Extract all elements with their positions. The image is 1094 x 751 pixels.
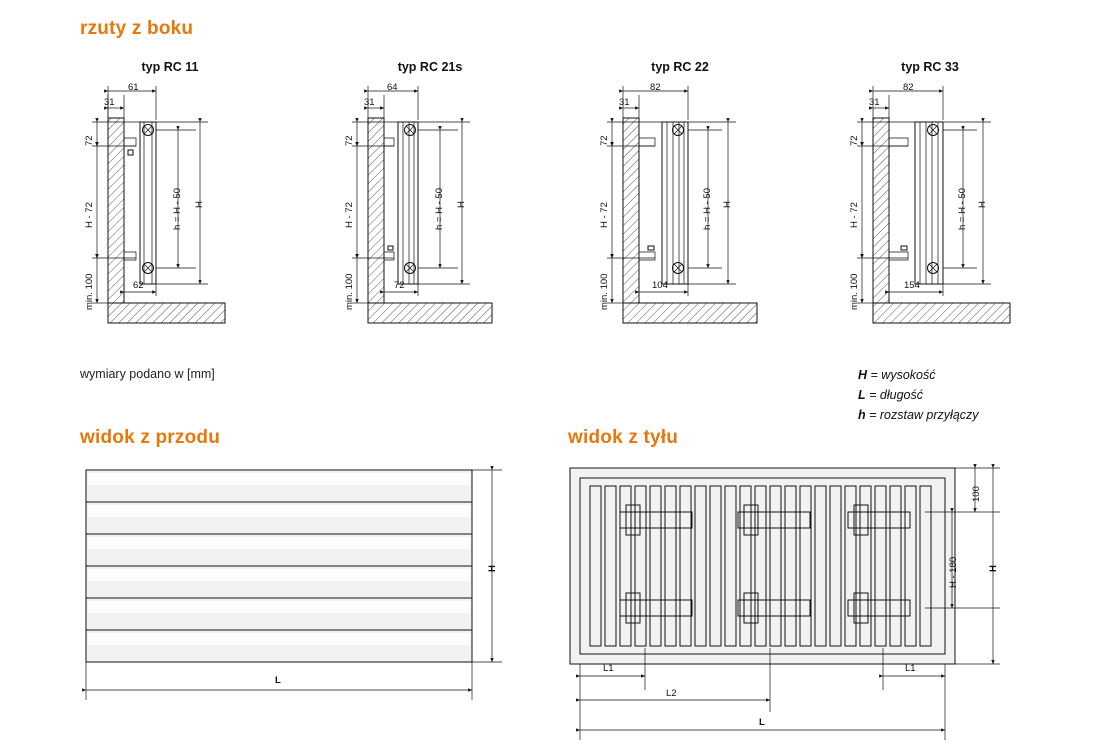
rc33-dim-top-offset: 72: [849, 135, 860, 146]
back-view-mid-dim: H - 180: [948, 556, 959, 588]
legend-symbol-l: L: [858, 388, 866, 402]
rc11-dim-top-offset: 72: [84, 135, 95, 146]
rc33-dim-height-label: H - 72: [849, 202, 860, 228]
side-view-title-rc33: typ RC 33: [901, 60, 959, 74]
front-view-drawing: [86, 470, 502, 700]
rc22-dim-depth-wall: 31: [619, 97, 630, 108]
back-view-l1-left: L1: [603, 663, 614, 674]
section-title-front-view: widok z przodu: [80, 427, 221, 448]
rc33-dim-depth-total: 82: [903, 82, 914, 93]
rc11-dim-depth-total: 61: [128, 82, 139, 93]
rc11-dim-min-floor: min. 100: [84, 273, 95, 310]
rc22-dim-bottom-depth: 104: [652, 280, 668, 291]
section-title-back-view: widok z tyłu: [568, 427, 679, 448]
legend-text-l: = długość: [869, 388, 923, 402]
legend-symbol-h: H: [858, 368, 868, 382]
rc33-dim-inner-height: h = H - 50: [957, 188, 968, 230]
rc21s-dim-depth-wall: 31: [364, 97, 375, 108]
rc22-dim-height-label: H - 72: [599, 202, 610, 228]
front-view-length-label: L: [275, 675, 281, 686]
side-view-rc11: [92, 86, 225, 323]
side-view-rc21s: [352, 86, 492, 323]
rc22-dim-min-floor: min. 100: [599, 273, 610, 310]
rc33-dim-min-floor: min. 100: [849, 273, 860, 310]
back-view-l2: L2: [666, 688, 677, 699]
rc21s-dim-overall-height: H: [456, 201, 467, 208]
back-view-height-label: H: [988, 565, 999, 572]
rc22-dim-top-offset: 72: [599, 135, 610, 146]
units-note: wymiary podano w [mm]: [80, 367, 215, 381]
rc21s-dim-bottom-depth: 72: [394, 280, 405, 291]
rc11-dim-depth-wall: 31: [104, 97, 115, 108]
rc21s-dim-inner-height: h = H - 50: [434, 188, 445, 230]
back-view-length-label: L: [759, 717, 765, 728]
rc11-dim-overall-height: H: [194, 201, 205, 208]
back-view-l1-right: L1: [905, 663, 916, 674]
rc33-dim-overall-height: H: [977, 201, 988, 208]
rc21s-dim-depth-total: 64: [387, 82, 398, 93]
side-view-rc22: [607, 86, 757, 323]
rc11-dim-height-label: H - 72: [84, 202, 95, 228]
rc11-dim-bottom-depth: 62: [133, 280, 144, 291]
rc21s-dim-height-label: H - 72: [344, 202, 355, 228]
rc21s-dim-min-floor: min. 100: [344, 273, 355, 310]
legend-text-h-small: = rozstaw przyłączy: [869, 408, 979, 422]
rc11-dim-inner-height: h = H - 50: [172, 188, 183, 230]
side-view-title-rc21s: typ RC 21s: [397, 60, 463, 74]
legend-symbol-h-small: h: [858, 408, 866, 422]
rc22-dim-inner-height: h = H - 50: [702, 188, 713, 230]
rc33-dim-bottom-depth: 154: [904, 280, 920, 291]
front-view-height-label: H: [487, 565, 498, 572]
back-view-top-dim: 100: [971, 486, 982, 502]
rc33-dim-depth-wall: 31: [869, 97, 880, 108]
side-view-title-rc22: typ RC 22: [651, 60, 709, 74]
legend-text-h: = wysokość: [870, 368, 936, 382]
side-view-title-rc11: typ RC 11: [141, 60, 199, 74]
rc22-dim-depth-total: 82: [650, 82, 661, 93]
rc21s-dim-top-offset: 72: [344, 135, 355, 146]
rc22-dim-overall-height: H: [722, 201, 733, 208]
section-title-side-views: rzuty z boku: [80, 18, 194, 39]
back-view-drawing: [570, 468, 1000, 740]
